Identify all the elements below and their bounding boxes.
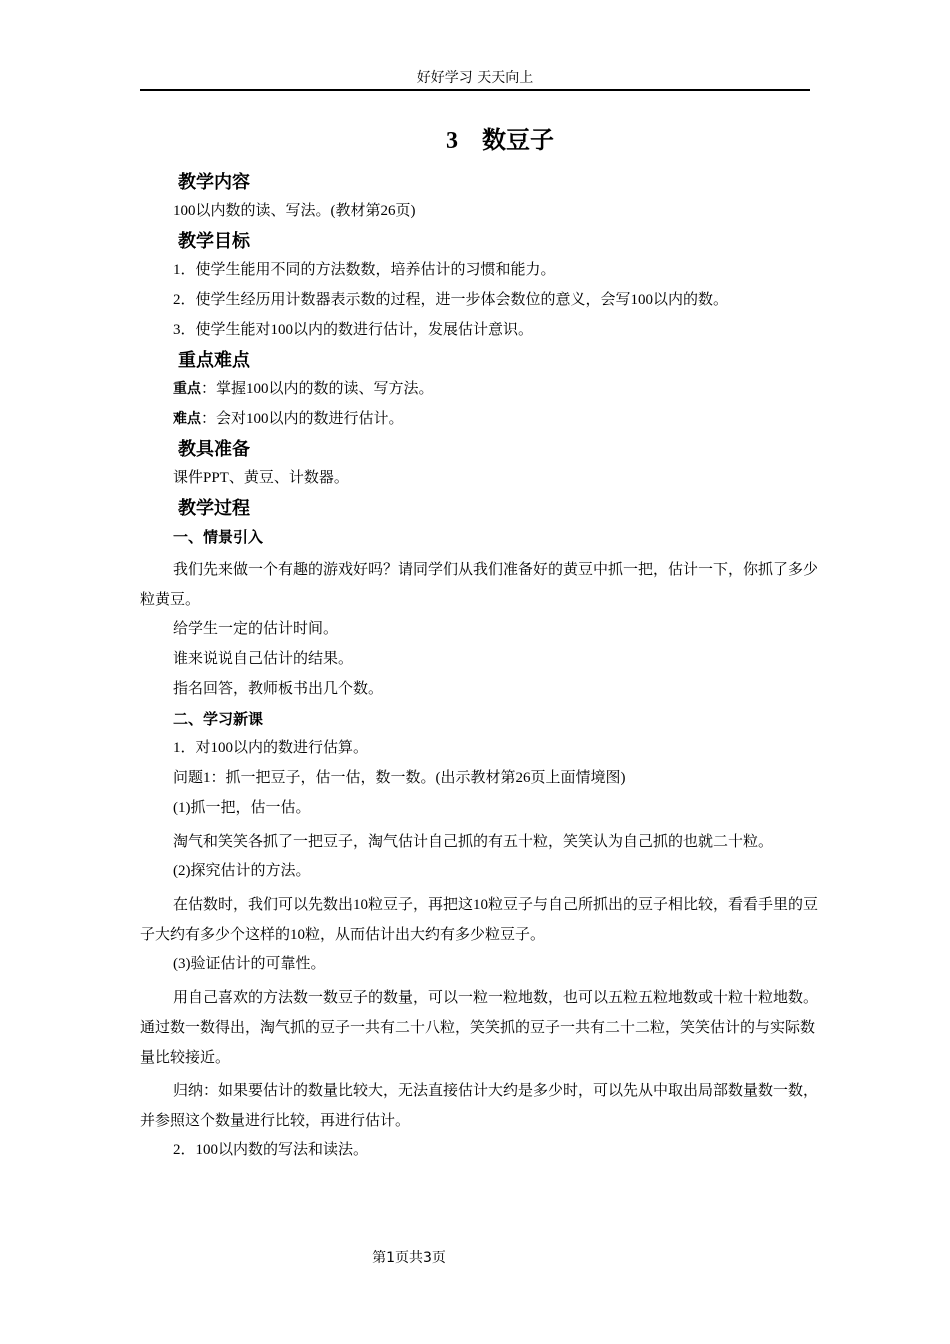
part2-paragraph: 归纳：如果要估计的数量比较大，无法直接估计大约是多少时，可以先从中取出局部数量数一数，并参照这个数量进行比较，再进行估计。: [140, 1083, 819, 1129]
lesson-title: 3 数豆子: [446, 128, 554, 154]
section-heading-process: 教学过程: [178, 498, 250, 519]
part2-paragraph: 2．100以内数的写法和读法。: [173, 1142, 369, 1158]
part1-title: 一、情景引入: [173, 528, 264, 546]
keypoint-line: [140, 378, 820, 401]
part2-paragraph: (3)验证估计的可靠性。: [173, 956, 326, 972]
part2-paragraph: 用自己喜欢的方法数一数豆子的数量，可以一粒一粒地数，也可以五粒五粒地数或十粒十粒地数。通过数一数得出，淘气抓的豆子一共有二十八粒，笑笑抓的豆子一共有二十二粒，笑笑估计的与实际数量比较接近。: [140, 990, 819, 1066]
materials-text: 课件PPT、黄豆、计数器。: [173, 470, 349, 486]
part1-paragraph: 指名回答，教师板书出几个数。: [173, 681, 384, 697]
goal-item-2: 2．使学生经历用计数器表示数的过程，进一步体会数位的意义，会写100以内的数。: [173, 292, 729, 308]
part2-paragraph: (2)探究估计的方法。: [173, 863, 311, 879]
page-header: 好好学习 天天向上: [140, 68, 810, 91]
part2-title: 二、学习新课: [173, 710, 264, 728]
goal-item-1: 1．使学生能用不同的方法数数，培养估计的习惯和能力。: [173, 262, 556, 278]
content-text: 100以内数的读、写法。(教材第26页): [173, 203, 416, 219]
difficulty-label: 难点: [173, 411, 201, 427]
part1-paragraph: 谁来说说自己估计的结果。: [173, 651, 354, 667]
part1-paragraph: 给学生一定的估计时间。: [173, 621, 339, 637]
part2-paragraph: 1．对100以内的数进行估算。: [173, 740, 369, 756]
part2-paragraph: (1)抓一把，估一估。: [173, 800, 311, 816]
goal-item-3: 3．使学生能对100以内的数进行估计，发展估计意识。: [173, 322, 534, 338]
section-heading-goals: 教学目标: [178, 231, 250, 252]
part2-paragraph: 问题1：抓一把豆子，估一估，数一数。(出示教材第26页上面情境图): [173, 770, 626, 786]
keypoint-label: 重点: [173, 381, 201, 397]
part1-paragraph: 我们先来做一个有趣的游戏好吗？请同学们从我们准备好的黄豆中抓一把，估计一下，你抓了多少粒黄豆。: [140, 562, 819, 608]
part2-paragraph: 在估数时，我们可以先数出10粒豆子，再把这10粒豆子与自己所抓出的豆子相比较，看看手里的豆子大约有多少个这样的10粒，从而估计出大约有多少粒豆子。: [140, 897, 819, 943]
difficulty-line: [140, 408, 820, 431]
difficulty-text: ：会对100以内的数进行估计。: [201, 411, 404, 427]
page-footer: 第1页共3页: [372, 1250, 446, 1266]
part2-paragraph: 淘气和笑笑各抓了一把豆子，淘气估计自己抓的有五十粒，笑笑认为自己抓的也就二十粒。: [173, 834, 774, 850]
section-heading-content: 教学内容: [178, 172, 250, 193]
document-body: [140, 168, 820, 1169]
section-heading-materials: 教具准备: [178, 439, 250, 460]
keypoint-text: ：掌握100以内的数的读、写方法。: [201, 381, 434, 397]
section-heading-keypoints: 重点难点: [178, 350, 250, 371]
